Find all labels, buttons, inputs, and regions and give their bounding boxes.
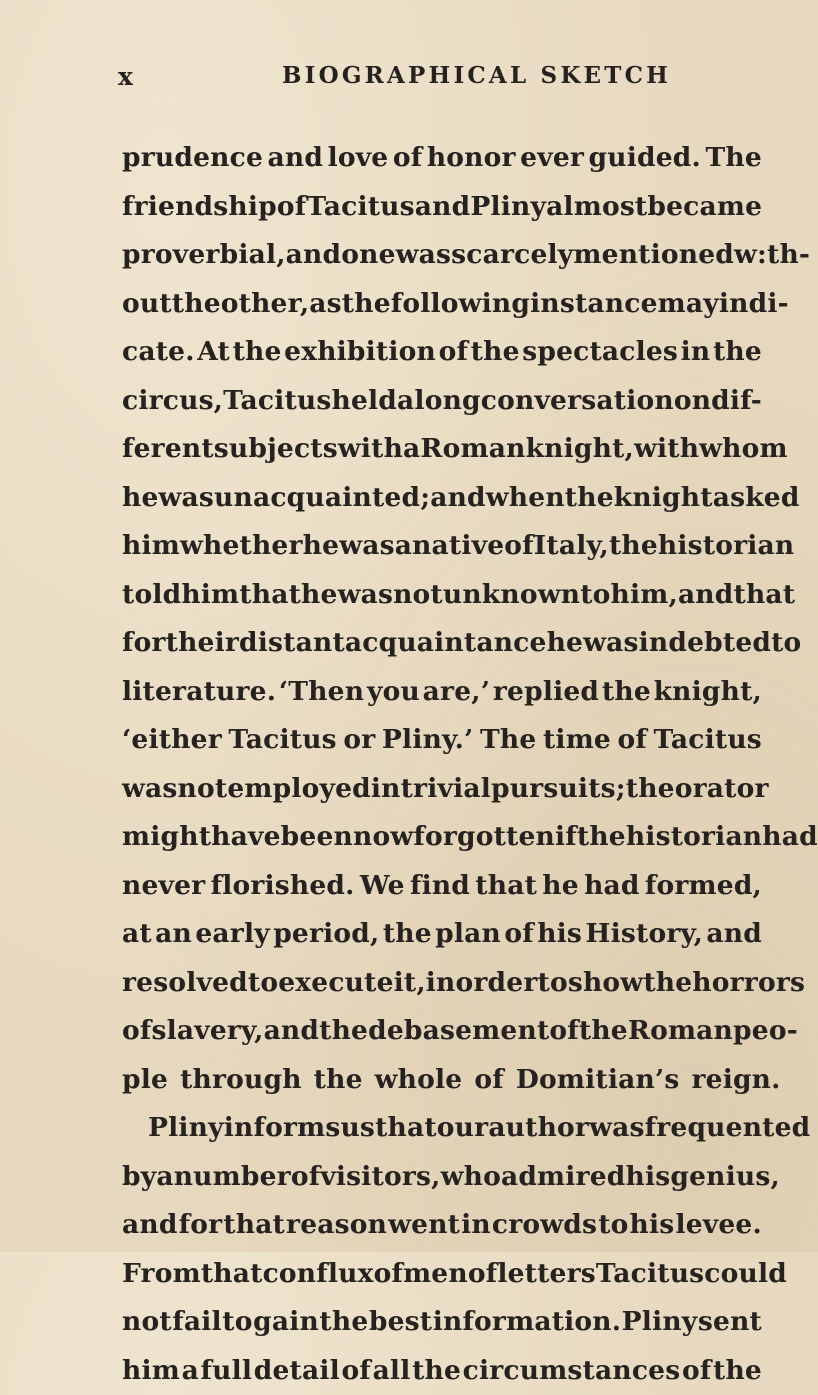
word: resolved bbox=[122, 959, 248, 1008]
text-line bbox=[122, 716, 762, 765]
word: was bbox=[122, 765, 178, 814]
word: the bbox=[609, 522, 658, 571]
word: not bbox=[178, 765, 228, 814]
word: indi- bbox=[719, 280, 789, 329]
word: to bbox=[598, 1201, 628, 1250]
word: he bbox=[303, 522, 340, 571]
word: At bbox=[197, 328, 230, 377]
word: whether bbox=[180, 522, 303, 571]
word: ple bbox=[122, 1056, 168, 1105]
word: unknown bbox=[443, 571, 580, 620]
word: ‘either bbox=[122, 716, 222, 765]
word: period, bbox=[273, 910, 379, 959]
text-line bbox=[122, 1298, 762, 1347]
word: early bbox=[195, 910, 269, 959]
word: knight bbox=[614, 474, 713, 523]
word: that bbox=[201, 1250, 263, 1299]
word: slavery, bbox=[151, 1007, 263, 1056]
word: now bbox=[353, 813, 413, 862]
word: and bbox=[415, 183, 471, 232]
word: reign. bbox=[691, 1056, 780, 1105]
word: author bbox=[488, 1104, 589, 1153]
word: to bbox=[222, 1298, 252, 1347]
word: love bbox=[328, 134, 389, 183]
word: horrors bbox=[692, 959, 805, 1008]
word: execute bbox=[278, 959, 393, 1008]
word: almost bbox=[546, 183, 647, 232]
word: and bbox=[678, 571, 734, 620]
word: instance bbox=[530, 280, 658, 329]
word: all bbox=[373, 1347, 411, 1395]
word: he bbox=[547, 619, 584, 668]
word: of bbox=[277, 183, 306, 232]
word: cate. bbox=[122, 328, 195, 377]
word: a bbox=[395, 522, 412, 571]
word: his bbox=[630, 1201, 675, 1250]
word: forgotten bbox=[413, 813, 555, 862]
word: Pliny bbox=[470, 183, 546, 232]
word: of bbox=[374, 1250, 403, 1299]
word: one bbox=[341, 231, 395, 280]
word: been bbox=[281, 813, 353, 862]
word: might bbox=[122, 813, 211, 862]
word: literature. bbox=[122, 668, 276, 717]
word: with bbox=[634, 425, 699, 474]
word: and bbox=[268, 134, 324, 183]
word: prudence bbox=[122, 134, 263, 183]
word: best bbox=[369, 1298, 432, 1347]
word: Tacitus bbox=[306, 183, 414, 232]
word: of bbox=[504, 910, 533, 959]
word: indebted bbox=[639, 619, 771, 668]
word: as bbox=[309, 280, 342, 329]
word: trivial bbox=[401, 765, 491, 814]
word: the bbox=[342, 280, 391, 329]
word: the bbox=[602, 668, 651, 717]
text-line bbox=[122, 1007, 762, 1056]
word: his bbox=[626, 1153, 671, 1202]
word: an bbox=[155, 910, 192, 959]
word: of bbox=[122, 1007, 151, 1056]
word: men bbox=[403, 1250, 468, 1299]
word: detail bbox=[254, 1347, 340, 1395]
word: crowds bbox=[492, 1201, 597, 1250]
word: circumstances bbox=[463, 1347, 681, 1395]
text-line bbox=[122, 1201, 762, 1250]
word: his bbox=[537, 910, 582, 959]
word: admired bbox=[501, 1153, 626, 1202]
word: may bbox=[658, 280, 719, 329]
word: gain bbox=[253, 1298, 319, 1347]
word: that bbox=[375, 1104, 437, 1153]
word: of bbox=[682, 1347, 711, 1395]
word: for bbox=[122, 619, 166, 668]
word: have bbox=[211, 813, 281, 862]
word: when bbox=[486, 474, 565, 523]
word: long bbox=[414, 377, 480, 426]
word: in bbox=[371, 765, 401, 814]
word: From bbox=[122, 1250, 201, 1299]
word: whom bbox=[699, 425, 788, 474]
word: and bbox=[706, 910, 762, 959]
word: Italy, bbox=[534, 522, 609, 571]
word: was bbox=[339, 522, 395, 571]
word: of bbox=[618, 716, 647, 765]
text-line bbox=[122, 1104, 762, 1153]
word: not bbox=[393, 571, 443, 620]
word: History, bbox=[585, 910, 703, 959]
text-line bbox=[122, 377, 762, 426]
word: plan bbox=[435, 910, 501, 959]
word: him bbox=[181, 571, 239, 620]
word: the bbox=[233, 328, 282, 377]
word: Domitian’s bbox=[516, 1056, 680, 1105]
text-line bbox=[122, 571, 762, 620]
word: on bbox=[674, 377, 711, 426]
word: the bbox=[565, 474, 614, 523]
word: levee. bbox=[675, 1201, 761, 1250]
word: full bbox=[201, 1347, 253, 1395]
word: fail bbox=[172, 1298, 222, 1347]
word: a bbox=[403, 425, 420, 474]
word: orator bbox=[675, 765, 769, 814]
word: in bbox=[461, 1201, 491, 1250]
word: of bbox=[393, 134, 422, 183]
word: ever bbox=[520, 134, 584, 183]
word: other, bbox=[221, 280, 310, 329]
word: him, bbox=[611, 571, 678, 620]
text-line bbox=[122, 183, 762, 232]
text-line bbox=[122, 1347, 762, 1395]
word: historian bbox=[626, 813, 762, 862]
word: Tacitus bbox=[223, 377, 331, 426]
word: had bbox=[762, 813, 818, 862]
word: not bbox=[122, 1298, 172, 1347]
word: and bbox=[264, 1007, 320, 1056]
word: a bbox=[182, 1347, 199, 1395]
word: The bbox=[705, 134, 761, 183]
word: the bbox=[643, 959, 692, 1008]
word: him bbox=[122, 522, 180, 571]
word: circus, bbox=[122, 377, 223, 426]
text-line bbox=[122, 959, 762, 1008]
word: conversation bbox=[481, 377, 674, 426]
text-line bbox=[122, 522, 762, 571]
word: of bbox=[468, 1250, 497, 1299]
word: of bbox=[504, 522, 533, 571]
word: with bbox=[338, 425, 403, 474]
word: went bbox=[388, 1201, 460, 1250]
word: the bbox=[383, 910, 432, 959]
word: formed, bbox=[645, 862, 762, 911]
word: information. bbox=[433, 1298, 621, 1347]
word: could bbox=[704, 1250, 787, 1299]
word: that bbox=[223, 1201, 285, 1250]
text-line bbox=[122, 765, 762, 814]
page-number: x bbox=[118, 62, 134, 91]
word: Tacitus bbox=[596, 1250, 704, 1299]
word: following bbox=[391, 280, 530, 329]
word: it, bbox=[394, 959, 426, 1008]
word: that bbox=[734, 571, 796, 620]
word: the bbox=[713, 328, 762, 377]
word: was bbox=[396, 231, 452, 280]
word: to bbox=[771, 619, 801, 668]
word: peo- bbox=[733, 1007, 798, 1056]
word: or bbox=[343, 716, 375, 765]
word: the bbox=[577, 813, 626, 862]
word: pursuits; bbox=[491, 765, 626, 814]
word: out bbox=[122, 280, 172, 329]
text-line bbox=[122, 862, 762, 911]
word: visitors, bbox=[320, 1153, 440, 1202]
word: honor bbox=[427, 134, 516, 183]
word: the bbox=[471, 328, 520, 377]
word: a bbox=[397, 377, 414, 426]
word: and bbox=[122, 1201, 178, 1250]
word: to bbox=[248, 959, 278, 1008]
word: was bbox=[583, 619, 639, 668]
word: told bbox=[122, 571, 181, 620]
word: our bbox=[437, 1104, 489, 1153]
word: exhibition bbox=[284, 328, 436, 377]
text-line bbox=[122, 813, 762, 862]
text-line bbox=[122, 134, 762, 183]
word: of bbox=[474, 1056, 503, 1105]
word: employed bbox=[227, 765, 371, 814]
word: by bbox=[122, 1153, 156, 1202]
word: sent bbox=[698, 1298, 762, 1347]
word: find bbox=[410, 862, 470, 911]
word: the bbox=[314, 1056, 363, 1105]
text-line bbox=[122, 280, 762, 329]
text-line bbox=[122, 474, 762, 523]
word: order bbox=[456, 959, 538, 1008]
word: knight, bbox=[526, 425, 634, 474]
word: Pliny.’ bbox=[382, 716, 474, 765]
word: a bbox=[156, 1153, 173, 1202]
word: unacquainted; bbox=[214, 474, 430, 523]
word: and bbox=[430, 474, 486, 523]
text-line bbox=[122, 619, 762, 668]
word: never bbox=[122, 862, 205, 911]
word: of bbox=[549, 1007, 578, 1056]
word: held bbox=[332, 377, 398, 426]
word: through bbox=[180, 1056, 302, 1105]
word: historian bbox=[658, 522, 794, 571]
word: Pliny bbox=[622, 1298, 698, 1347]
word: acquaintance bbox=[345, 619, 547, 668]
header-title: BIOGRAPHICAL SKETCH bbox=[282, 62, 671, 89]
word: Tacitus bbox=[228, 716, 336, 765]
body-text bbox=[122, 134, 762, 1395]
word: The bbox=[480, 716, 536, 765]
word: knight, bbox=[654, 668, 762, 717]
word: at bbox=[122, 910, 152, 959]
word: and bbox=[286, 231, 342, 280]
word: Roman bbox=[628, 1007, 733, 1056]
word: us bbox=[340, 1104, 375, 1153]
word: mentioned bbox=[573, 231, 734, 280]
word: in bbox=[681, 328, 711, 377]
word: who bbox=[441, 1153, 501, 1202]
word: letters bbox=[497, 1250, 596, 1299]
word: Pliny bbox=[148, 1104, 224, 1153]
word: that bbox=[239, 571, 301, 620]
word: reason bbox=[286, 1201, 387, 1250]
word: time bbox=[543, 716, 611, 765]
word: asked bbox=[713, 474, 800, 523]
word: subjects bbox=[214, 425, 338, 474]
word: spectacles bbox=[522, 328, 678, 377]
word: he bbox=[122, 474, 159, 523]
word: ferent bbox=[122, 425, 214, 474]
word: he bbox=[542, 862, 579, 911]
word: in bbox=[426, 959, 456, 1008]
word: became bbox=[647, 183, 762, 232]
text-line bbox=[122, 910, 762, 959]
word: show bbox=[568, 959, 643, 1008]
word: distant bbox=[239, 619, 345, 668]
word: frequented bbox=[645, 1104, 811, 1153]
word: the bbox=[172, 280, 221, 329]
word: that bbox=[475, 862, 537, 911]
word: informs bbox=[224, 1104, 341, 1153]
word: was bbox=[338, 571, 394, 620]
word: had bbox=[584, 862, 640, 911]
word: proverbial, bbox=[122, 231, 286, 280]
word: their bbox=[166, 619, 239, 668]
word: whole bbox=[375, 1056, 463, 1105]
word: to bbox=[538, 959, 568, 1008]
running-head bbox=[0, 62, 800, 102]
word: scarcely bbox=[451, 231, 573, 280]
text-line bbox=[122, 425, 762, 474]
word: if bbox=[555, 813, 577, 862]
word: the bbox=[579, 1007, 628, 1056]
word: to bbox=[580, 571, 610, 620]
text-line bbox=[122, 328, 762, 377]
word: are,’ bbox=[423, 668, 490, 717]
word: Roman bbox=[420, 425, 525, 474]
text-line bbox=[122, 668, 762, 717]
word: he bbox=[301, 571, 338, 620]
word: number bbox=[174, 1153, 291, 1202]
word: florished. bbox=[211, 862, 355, 911]
word: the bbox=[626, 765, 675, 814]
text-line bbox=[122, 1250, 762, 1299]
word: was bbox=[159, 474, 215, 523]
word: you bbox=[367, 668, 420, 717]
word: conflux bbox=[263, 1250, 374, 1299]
word: for bbox=[179, 1201, 223, 1250]
word: of bbox=[439, 328, 468, 377]
word: w:th- bbox=[734, 231, 810, 280]
word: friendship bbox=[122, 183, 277, 232]
word: guided. bbox=[589, 134, 701, 183]
word: replied bbox=[493, 668, 599, 717]
word: debasement bbox=[368, 1007, 549, 1056]
text-line bbox=[122, 231, 762, 280]
word: of bbox=[341, 1347, 370, 1395]
word: the bbox=[412, 1347, 461, 1395]
word: native bbox=[412, 522, 504, 571]
word: ‘Then bbox=[279, 668, 364, 717]
word: Tacitus bbox=[654, 716, 762, 765]
word: the bbox=[319, 1298, 368, 1347]
text-line bbox=[122, 1153, 762, 1202]
word: of bbox=[291, 1153, 320, 1202]
word: dif- bbox=[711, 377, 762, 426]
word: We bbox=[360, 862, 405, 911]
text-line bbox=[122, 1056, 762, 1105]
word: the bbox=[713, 1347, 762, 1395]
word: the bbox=[319, 1007, 368, 1056]
word: him bbox=[122, 1347, 180, 1395]
word: genius, bbox=[670, 1153, 780, 1202]
word: was bbox=[589, 1104, 645, 1153]
